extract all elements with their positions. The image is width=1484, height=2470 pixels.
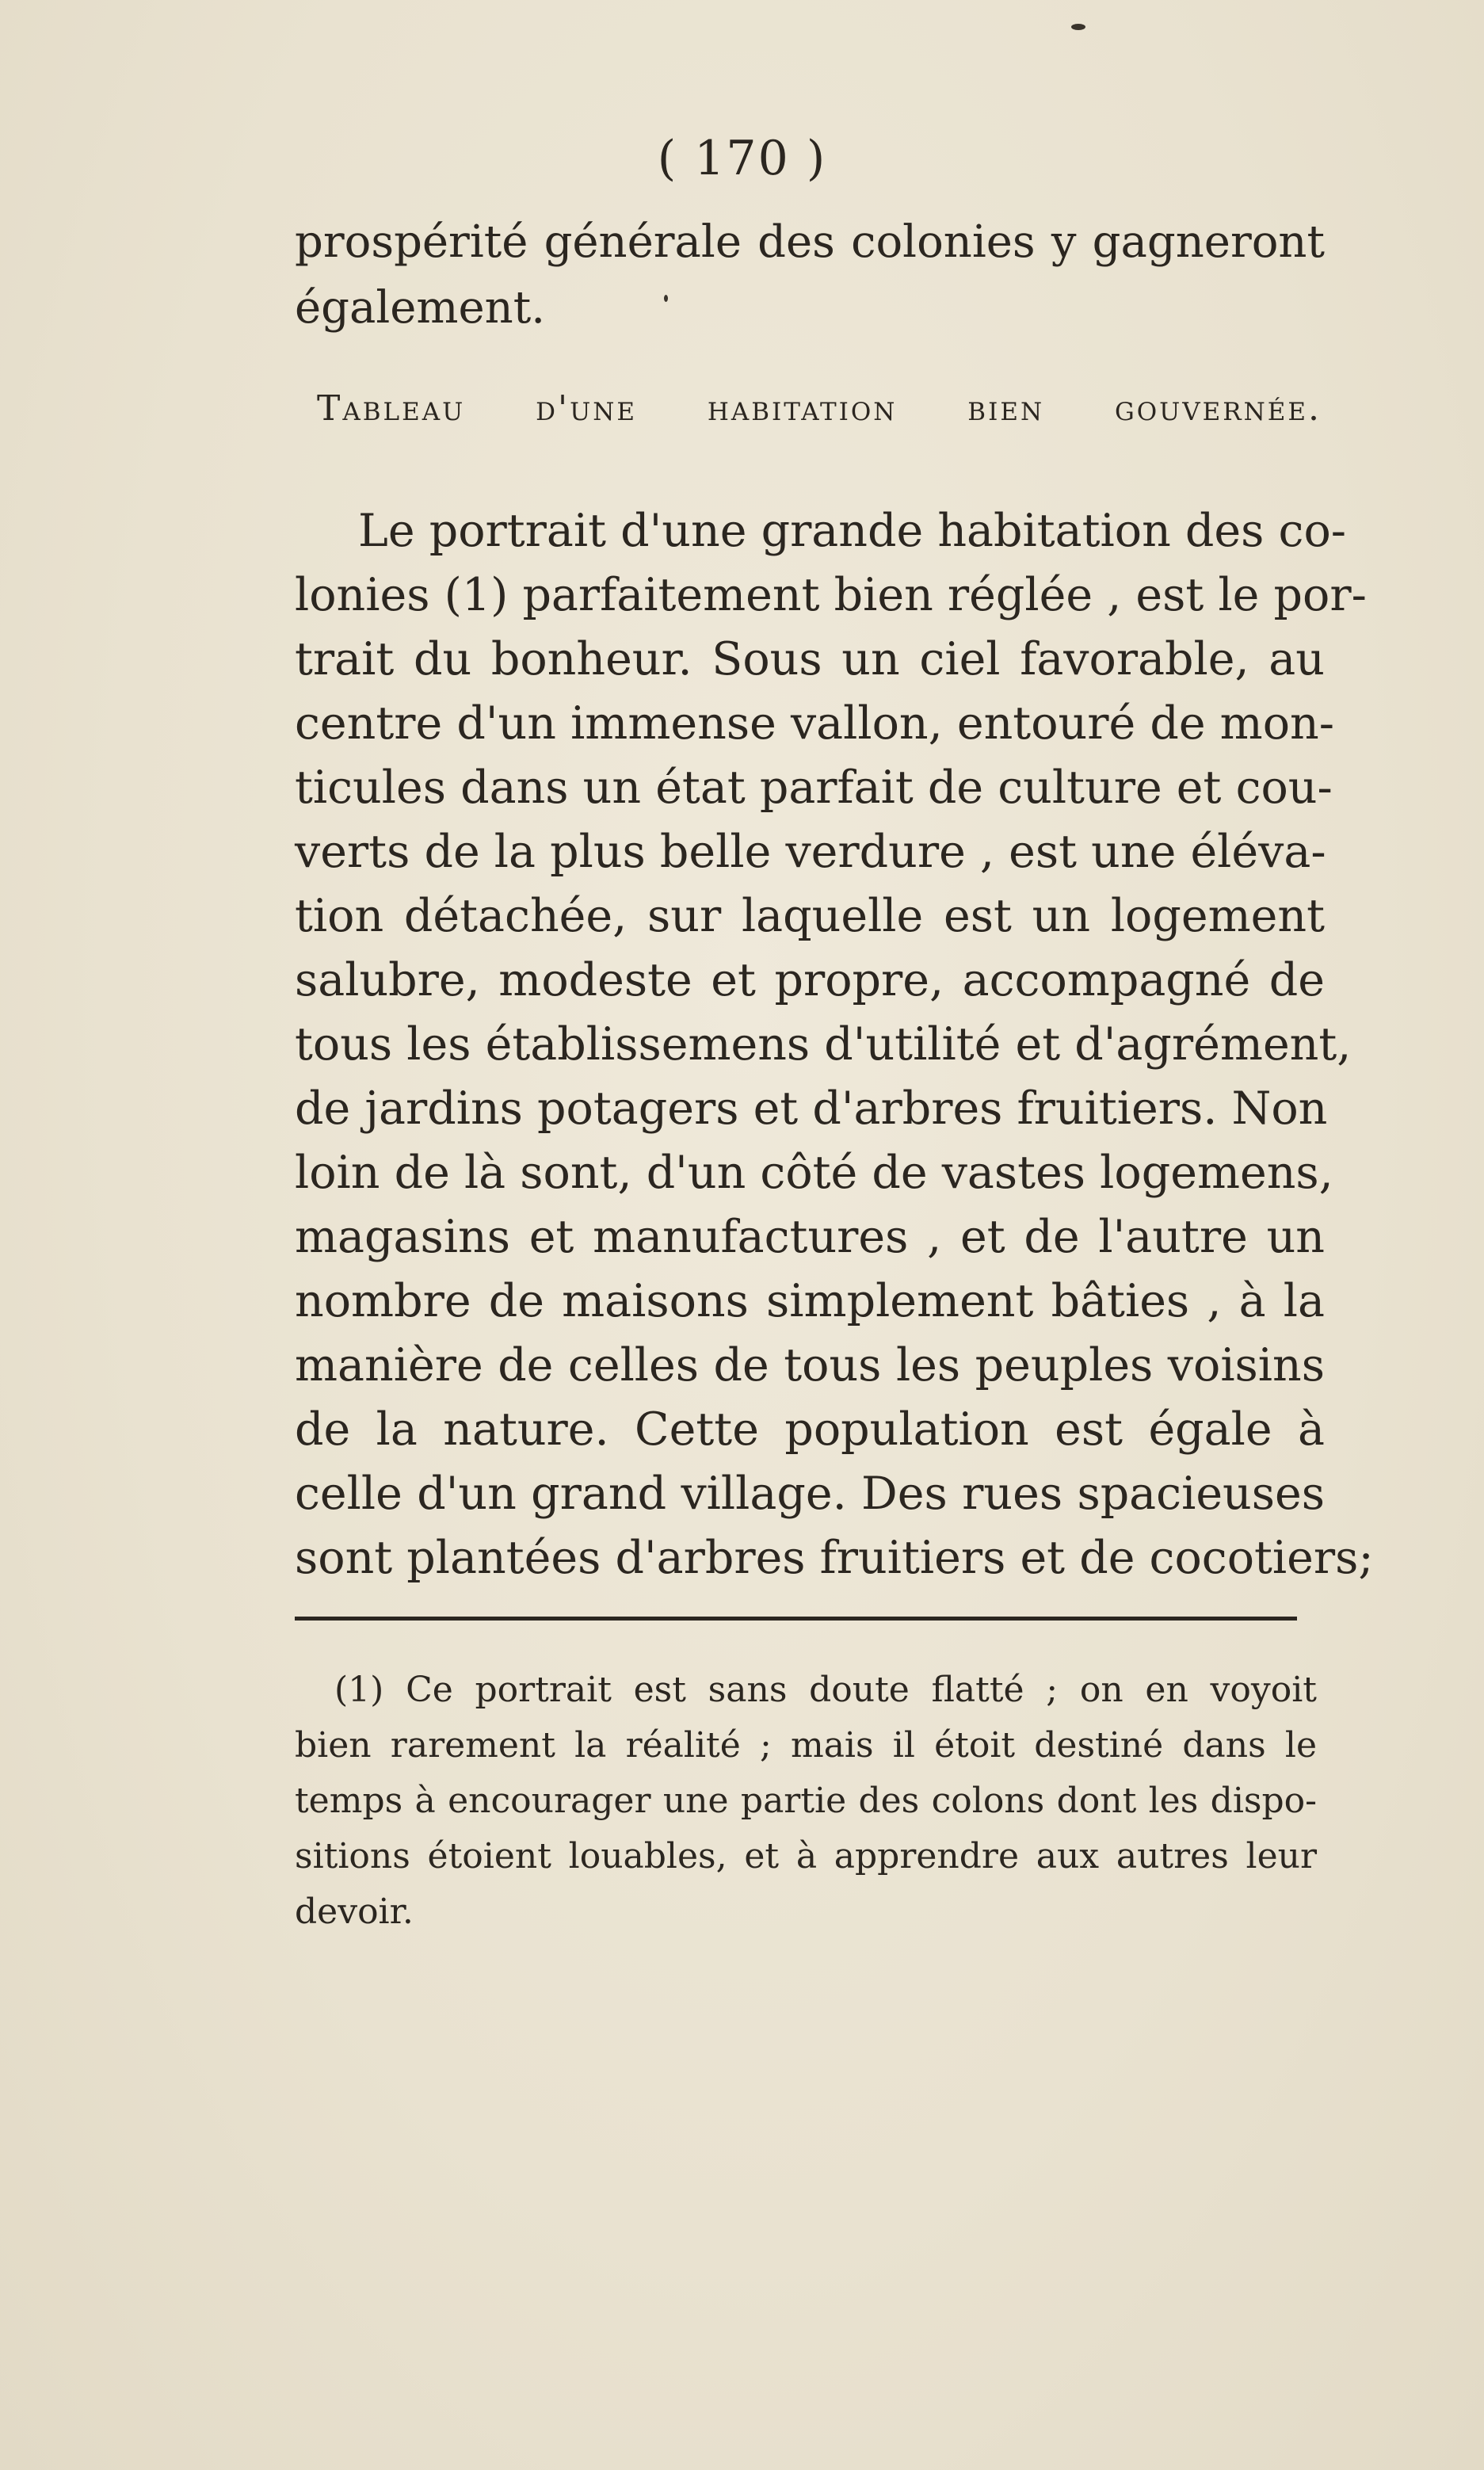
- text-line: prospérité générale des colonies y gagneront: [295, 216, 1325, 268]
- text-line: de jardins potagers et d'arbres fruitiers. Non: [295, 1082, 1328, 1135]
- text-line: ticules dans un état parfait de culture et cou-: [295, 762, 1333, 814]
- text-line: sont plantées d'arbres fruitiers et de cocotiers;: [295, 1532, 1374, 1584]
- footnote-line: bien rarement la réalité ; mais il étoit destiné dans le: [295, 1725, 1317, 1766]
- text-line: de la nature. Cette population est égale à: [295, 1403, 1325, 1456]
- footnote-line: sitions étoient louables, et à apprendre aux autres leur: [295, 1836, 1317, 1876]
- text-line: celle d'un grand village. Des rues spacieuses: [295, 1468, 1325, 1520]
- footnote-line: temps à encourager une partie des colons dont les dispo-: [295, 1781, 1317, 1821]
- text-line: centre d'un immense vallon, entouré de mon-: [295, 697, 1335, 750]
- text-line: loin de là sont, d'un côté de vastes logemens,: [295, 1147, 1333, 1199]
- text-line: nombre de maisons simplement bâties , à la: [295, 1275, 1325, 1327]
- ink-speck: [1071, 24, 1085, 30]
- text-line: tous les établissemens d'utilité et d'agrément,: [295, 1018, 1352, 1071]
- footnote-rule: [295, 1617, 1297, 1621]
- footnote-line: devoir.: [295, 1892, 414, 1932]
- continuation-text: [295, 209, 1325, 341]
- text-line: Le portrait d'une grande habitation des co-: [358, 505, 1347, 557]
- text-line: salubre, modeste et propre, accompagné de: [295, 954, 1325, 1006]
- text-line: magasins et manufactures , et de l'autre un: [295, 1211, 1325, 1263]
- text-line: verts de la plus belle verdure , est une éléva-: [295, 826, 1326, 878]
- text-line: également.: [295, 282, 546, 334]
- page-number: ( 170 ): [657, 131, 827, 186]
- footnote-line: (1) Ce portrait est sans doute flatté ; on en voyoit: [334, 1670, 1317, 1710]
- text-line: lonies (1) parfaitement bien réglée , est le por-: [295, 569, 1367, 621]
- body-paragraph: [295, 499, 1374, 1590]
- text-line: manière de celles de tous les peuples voisins: [295, 1339, 1325, 1392]
- footnote: [295, 1663, 1317, 1940]
- section-heading: Tableau d'une habitation bien gouvernée.: [317, 388, 1322, 429]
- text-line: tion détachée, sur laquelle est un logement: [295, 890, 1325, 942]
- text-line: trait du bonheur. Sous un ciel favorable, au: [295, 633, 1325, 685]
